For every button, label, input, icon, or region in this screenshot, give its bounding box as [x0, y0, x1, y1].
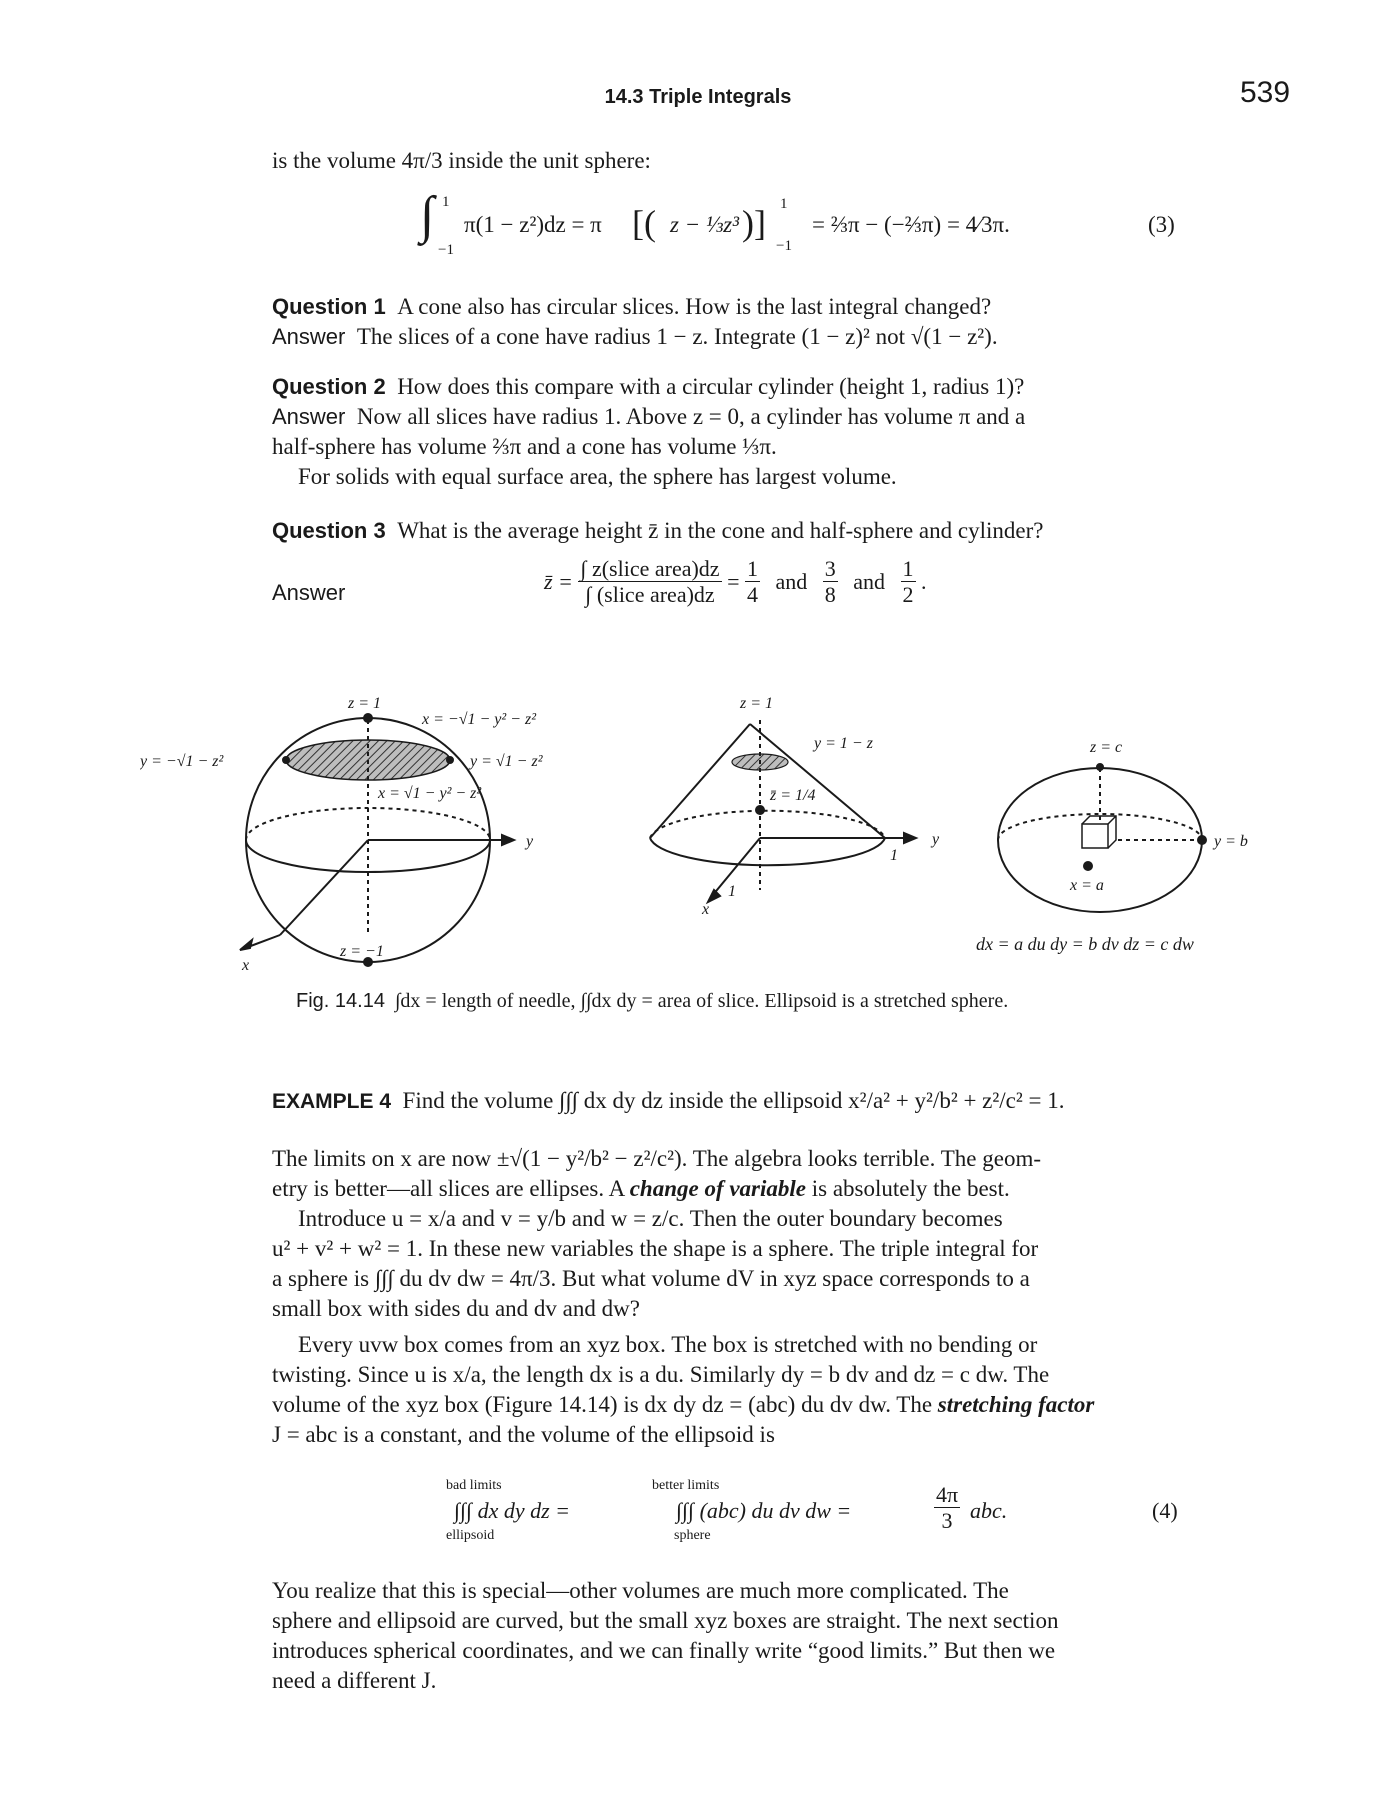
- eq4-bad-limits: bad limits: [446, 1478, 502, 1493]
- p2-line-3: a sphere is ∫∫∫ du dv dw = 4π/3. But what volume dV in xyz space corresponds to a: [272, 1266, 1030, 1291]
- sphere-y-axis: y: [526, 833, 534, 850]
- sphere-xlim2-label: x = √1 − y² − z²: [378, 785, 482, 802]
- question-3: [272, 516, 1182, 546]
- eq4-sphere: sphere: [674, 1528, 711, 1543]
- answer-2-text-1: Now all slices have radius 1. Above z = 0, a cylinder has volume π and a: [356, 404, 1026, 429]
- question-2: [272, 372, 1182, 492]
- example-4-paragraph-3: [272, 1330, 1192, 1450]
- cone-side-label: y = 1 − z: [814, 735, 873, 752]
- answer-2-label: Answer: [272, 404, 346, 429]
- sphere-top-label: z = 1: [348, 695, 382, 712]
- cone-one-y: 1: [890, 847, 898, 864]
- question-3-label: Question 3: [272, 518, 386, 543]
- sphere-drawing: [240, 714, 514, 966]
- figure-14-14: [140, 690, 1290, 980]
- p1-line-2-end: is absolutely the best.: [806, 1176, 1010, 1201]
- answer-3-formula: z̄ = $\frac{\text{∫ z(slice area)dz}}{\text{∫ (slice area)dz}}$ = $\frac{1}{4}$ and $\frac{3}{8}$ and $\frac{1}{2}$ .: [544, 556, 927, 608]
- closing-paragraph: [272, 1576, 1192, 1696]
- eq4-lhs: ∫∫∫ dx dy dz =: [454, 1498, 571, 1523]
- cone-x-axis: x: [702, 901, 710, 918]
- p2-line-1: Introduce u = x/a and v = y/b and w = z/c. Then the outer boundary becomes: [298, 1206, 1003, 1231]
- figure-caption-text: ∫dx = length of needle, ∫∫dx dy = area of slice. Ellipsoid is a stretched sphere.: [394, 990, 1009, 1012]
- eq4-ellipsoid: ellipsoid: [446, 1528, 495, 1543]
- ellipsoid-right-label: y = b: [1214, 833, 1248, 850]
- eq4-number: (4): [1152, 1498, 1178, 1523]
- eq3-result: = ⅔π − (−⅔π) = 4⁄3π.: [812, 212, 1010, 237]
- eq3-bracket-inner: z − ⅓z³: [670, 212, 740, 237]
- sphere-xlim-label: x = −√1 − y² − z²: [422, 711, 536, 728]
- question-2-text: How does this compare with a circular cylinder (height 1, radius 1)?: [397, 374, 1025, 399]
- p1-emphasis: change of variable: [629, 1176, 806, 1201]
- answer-3-label: Answer: [272, 580, 346, 605]
- int-upper: 1: [442, 194, 450, 210]
- cone-drawing: [650, 720, 916, 902]
- question-2-label: Question 2: [272, 374, 386, 399]
- p3-emphasis: stretching factor: [937, 1392, 1095, 1417]
- figure-caption-label: Fig. 14.14: [296, 990, 385, 1012]
- sphere-ylim-label: y = √1 − z²: [470, 753, 543, 770]
- p3-line-3: volume of the xyz box (Figure 14.14) is dx dy dz = (abc) du dv dw. The: [272, 1392, 938, 1417]
- question-1-text: A cone also has circular slices. How is the last integral changed?: [397, 294, 992, 319]
- answer-1-text: The slices of a cone have radius 1 − z. Integrate (1 − z)² not √(1 − z²).: [356, 324, 998, 349]
- question-1-label: Question 1: [272, 294, 386, 319]
- question-3-text: What is the average height z̄ in the cone and half-sphere and cylinder?: [397, 518, 1044, 543]
- cone-y-axis: y: [932, 831, 940, 848]
- integral-sign: ∫: [420, 187, 435, 244]
- ellipsoid-bottom-label: x = a: [1070, 877, 1104, 894]
- equation-3: [420, 187, 1200, 262]
- sphere-bottom-label: z = −1: [340, 943, 384, 960]
- answer-2-text-2: half-sphere has volume ⅔π and a cone has volume ⅓π.: [272, 434, 777, 459]
- p2-line-4: small box with sides du and dv and dw?: [272, 1296, 640, 1321]
- example-4-statement: Find the volume ∫∫∫ dx dy dz inside the ellipsoid x²/a² + y²/b² + z²/c² = 1.: [402, 1088, 1065, 1113]
- bracket-upper: 1: [780, 196, 788, 212]
- answer-1-label: Answer: [272, 324, 346, 349]
- p1-line-1: The limits on x are now ±√(1 − y²/b² − z²/c²). The algebra looks terrible. The geom-: [272, 1146, 1041, 1171]
- sphere-x-axis: x: [242, 957, 250, 974]
- p2-line-2: u² + v² + w² = 1. In these new variables the shape is a sphere. The triple integral for: [272, 1236, 1039, 1261]
- intro-line: is the volume 4π/3 inside the unit sphere:: [272, 148, 651, 173]
- eq4-rhs: abc.: [970, 1498, 1008, 1523]
- p3-line-4: J = abc is a constant, and the volume of the ellipsoid is: [272, 1422, 775, 1447]
- cone-top-label: z = 1: [740, 695, 774, 712]
- cone-zbar-label: z̄ = 1/4: [770, 787, 816, 804]
- p3-line-2: twisting. Since u is x/a, the length dx is a du. Similarly dy = b dv and dz = c dw. The: [272, 1362, 1050, 1387]
- int-lower: −1: [438, 242, 454, 258]
- eq4-better-limits: better limits: [652, 1478, 720, 1493]
- example-4-heading: [272, 1086, 1192, 1117]
- sphere-left-label: y = −√1 − z²: [140, 753, 224, 770]
- bracket-lower: −1: [776, 238, 792, 254]
- example-4-label: EXAMPLE 4: [272, 1090, 392, 1113]
- closing-line-3: introduces spherical coordinates, and we can finally write “good limits.” But then we: [272, 1638, 1056, 1663]
- example-4-paragraph-1: [272, 1144, 1192, 1204]
- cone-one-x: 1: [728, 883, 736, 900]
- running-header: 14.3 Triple Integrals: [604, 86, 792, 108]
- equation-4: [446, 1478, 1186, 1550]
- p1-line-2-start: etry is better—all slices are ellipses. A: [272, 1176, 630, 1201]
- eq3-lhs: π(1 − z²)dz = π: [464, 212, 602, 237]
- closing-line-4: need a different J.: [272, 1668, 437, 1693]
- eq3-number: (3): [1148, 212, 1175, 237]
- bracket-close: )]: [742, 203, 766, 243]
- example-4-paragraph-2: [272, 1204, 1192, 1324]
- page-number: 539: [1240, 76, 1291, 109]
- question-1: [272, 292, 1182, 352]
- closing-line-2: sphere and ellipsoid are curved, but the small xyz boxes are straight. The next section: [272, 1608, 1059, 1633]
- p3-line-1: Every uvw box comes from an xyz box. The box is stretched with no bending or: [298, 1332, 1038, 1357]
- ellipsoid-differentials: dx = a du dy = b dv dz = c dw: [976, 934, 1194, 954]
- figure-caption: [296, 990, 1008, 1013]
- eq4-fraction: $\frac{4\pi}{3}$: [936, 1482, 959, 1534]
- bracket-open: [(: [632, 203, 656, 243]
- answer-2-note: For solids with equal surface area, the sphere has largest volume.: [298, 464, 897, 489]
- eq4-mid: ∫∫∫ (abc) du dv dw =: [676, 1498, 852, 1523]
- closing-line-1: You realize that this is special—other volumes are much more complicated. The: [272, 1578, 1009, 1603]
- ellipsoid-top-label: z = c: [1090, 739, 1123, 756]
